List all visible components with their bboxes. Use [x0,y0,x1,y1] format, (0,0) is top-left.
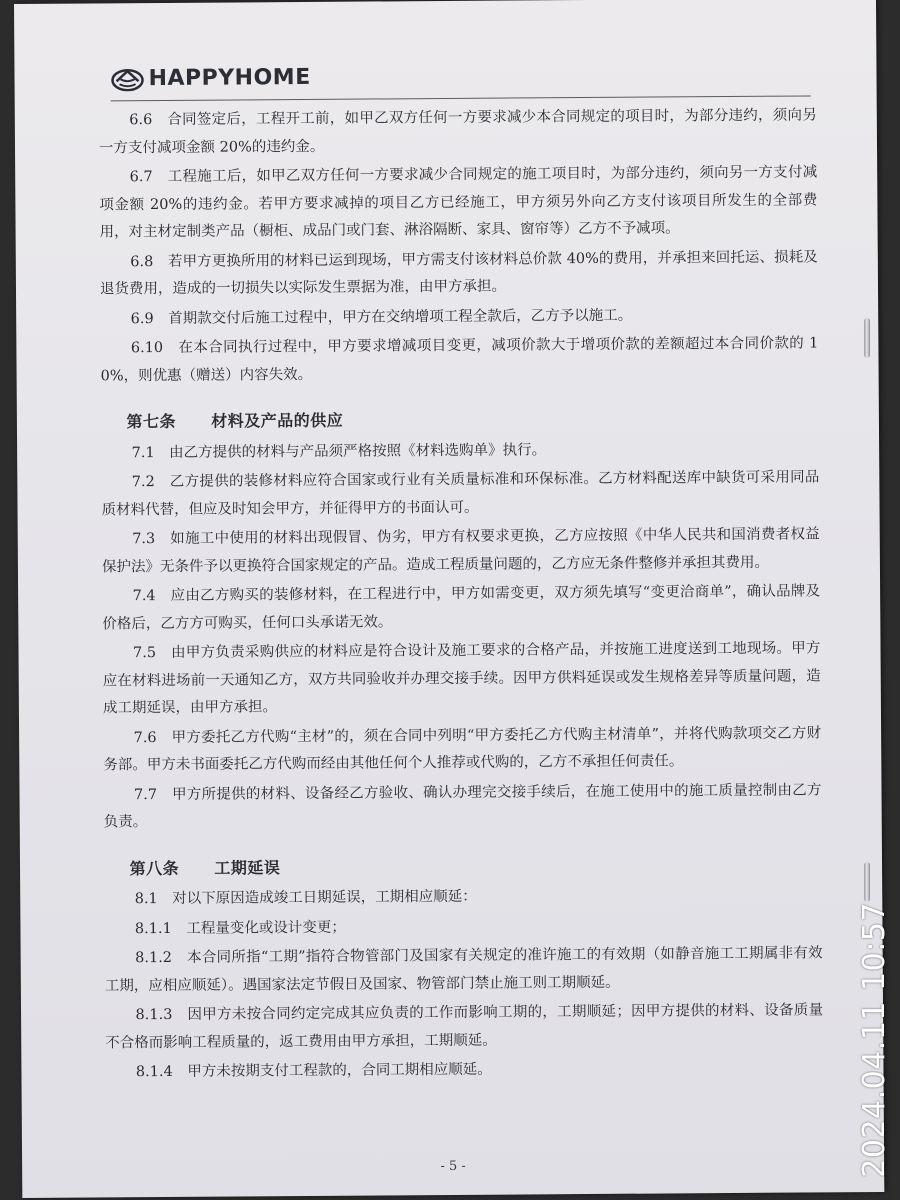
clause-paragraph: 7.6 甲方委托乙方代购“主材”的，须在合同中列明“甲方委托乙方代购主材清单”，并将代购款项交乙方财务部。甲方未书面委托乙方代购而经由其他任何个人推荐或代购的，乙方不承担任何责任。 [103,724,822,774]
house-logo-icon [110,65,144,91]
clause-paragraph: 7.3 如施工中使用的材料出现假冒、伪劣，甲方有权要求更换，乙方应按照《中华人民共和国消费者权益保护法》无条件予以更换符合国家规定的产品。造成工程质量问题的，乙方应无条件整修并承担其费用。 [101,526,820,575]
staple [864,862,870,902]
logo-text: HAPPYHOME [148,64,311,91]
clause-paragraph: 6.6 合同签定后，工程开工前，如甲乙双方任何一方要求减少本合同规定的项目时，为部分违约，须向另一方支付减项金额 20%的违约金。 [98,107,817,156]
clause-paragraph: 8.1.1 工程量变化或设计变更； [134,919,346,937]
clause-paragraph: 8.1.4 甲方未按期支付工程款的，合同工期相应顺延。 [135,1061,492,1081]
clause-paragraph: 8.1.2 本合同所指“工期”指符合物管部门及国家有关规定的准许施工的有效期（如静音施工工期属非有效工期，应相应顺延）。遇国家法定节假日及国家、物管部门禁止施工则工期顺延。 [104,945,823,994]
clause-paragraph: 7.1 由乙方提供的材料与产品须严格按照《材料选购单》执行。 [131,441,547,461]
staple [864,318,870,358]
clause-paragraph: 7.7 甲方所提供的材料、设备经乙方验收、确认办理完交接手续后，在施工使用中的施工质量控制由乙方负责。 [103,781,822,831]
section-heading [104,850,822,883]
section-heading [101,403,819,436]
clause-paragraph: 6.9 首期款交付后施工过程中，甲方在交纳增项工程全款后，乙方予以施工。 [130,307,633,327]
clause-paragraph: 7.5 由甲方负责采购供应的材料应是符合设计及施工要求的合格产品，并按施工进度送到工地现场。甲方应在材料进场前一天通知乙方，双方共同验收并办理交接手续。因甲方供料延误或发生规格差异等质量问题，造成工期延误，由甲方承担。 [102,640,821,717]
clause-paragraph: 8.1 对以下原因造成竣工日期延误，工期相应顺延： [134,888,477,908]
clause-paragraph: 6.7 工程施工后，如甲乙双方任何一方要求减少合同规定的施工项目时，为部分违约，须向另一方支付减项金额 20%的违约金。若甲方要求减掉的项目乙方已经施工，甲方须另外向乙方支付该项目所发生的全部费用，对主材定制类产品（橱柜、成品门或门套、淋浴隔断、家具、窗帘等）乙方不予减项。 [99,164,818,241]
clause-paragraph: 7.2 乙方提供的装修材料应符合国家或行业有关质量标准和环保标准。乙方材料配送库中缺货可采用同品质材料代替，但应及时知会甲方，并征得甲方的书面认可。 [101,469,820,518]
photo-timestamp: 2024.04.11 10:57 [857,902,892,1178]
header-divider [111,95,811,101]
section-number: 第七条 [126,411,177,432]
clause-paragraph: 6.8 若甲方更换所用的材料已运到现场，甲方需支付该材料总价款 40%的费用，并承担来回托运、损耗及退货费用，造成的一切损失以实际发生票据为准，由甲方承担。 [99,248,818,298]
section-title: 工期延误 [214,857,281,878]
clause-paragraph: 6.10 在本合同执行过程中，甲方要求增减项目变更，减项价款大于增项价款的差额超过本合同价款的 10%，则优惠（赠送）内容失效。 [100,335,819,384]
section-number: 第八条 [129,858,180,878]
page-number: - 5 - [440,1158,466,1175]
clause-paragraph: 7.4 应由乙方购买的装修材料，在工程进行中，甲方如需变更，双方须先填写“变更洽商单”，确认品牌及价格后，乙方方可购买，任何口头承诺无效。 [102,583,821,632]
document-page [14,0,884,1198]
header [110,64,310,91]
section-title: 材料及产品的供应 [211,410,344,431]
contract-body [99,102,824,1088]
clause-paragraph: 8.1.3 因甲方未按合同约定完成其应负责的工作而影响工期的，工期顺延；因甲方提供的材料、设备质量不合格而影响工程质量的，返工费用由甲方承担，工期顺延。 [105,1002,824,1051]
